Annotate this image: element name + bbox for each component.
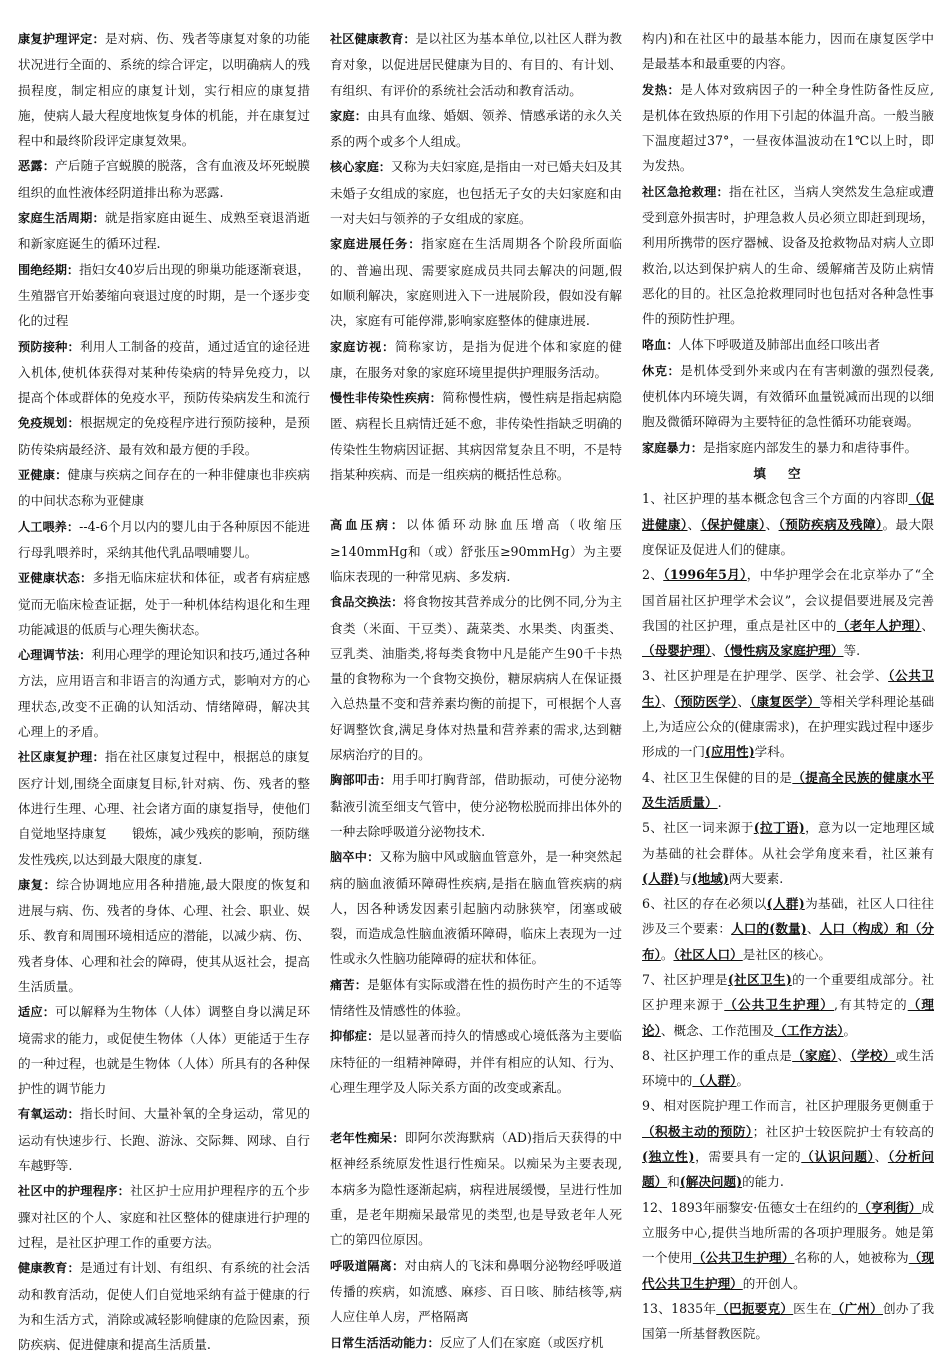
answer-blank: （提高全民族的健康水平及生活质量） — [642, 769, 935, 810]
definition-entry — [18, 1178, 310, 1255]
answer-blank: （老年人护理） — [836, 617, 922, 633]
definition-entry — [642, 26, 934, 77]
answer-blank: （公共卫生护理） — [692, 1250, 795, 1266]
answer-blank: (应用性) — [704, 744, 755, 760]
definition-term: 亚健康状态： — [18, 571, 93, 586]
spacer — [330, 1100, 622, 1125]
question-text: 成立服务中心,提供当地所需的各项护理服务。她是第一个使用 — [642, 1199, 934, 1266]
question-text: 、 — [711, 643, 724, 659]
question-text: ,有其特定的 — [834, 997, 908, 1013]
definition-text: 是对病、伤、残者等康复对象的功能状况进行全面的、系统的综合评定，以明确病人的残损程度，制定相应的康复计划，实行相应的康复措施，使病人最大程度地恢复身体的机能，并在康复过程中和最终阶段评定康复效果。 — [18, 31, 311, 149]
answer-blank: （预防疾病及残障） — [778, 516, 883, 532]
question-text: 。 — [843, 1022, 857, 1038]
question-text: ，需要具有一定的 — [694, 1149, 802, 1165]
answer-blank: （巴扼要克） — [716, 1300, 794, 1316]
definition-term: 康复护理评定： — [18, 32, 105, 46]
fill-in-question — [642, 891, 934, 967]
definitions-continued — [642, 26, 934, 461]
answer-blank: （广州） — [831, 1300, 883, 1316]
question-text: 3、社区护理是在护理学、医学、社会学、 — [642, 668, 889, 684]
answer-blank: （慢性病及家庭护理） — [723, 643, 844, 659]
definition-term: 康复： — [18, 877, 57, 892]
question-text: 。 — [736, 1073, 750, 1089]
answer-blank: （1996年5月） — [663, 567, 747, 583]
definition-entry — [642, 435, 934, 461]
question-text: . — [717, 794, 722, 810]
definition-text: 是以显著而持久的情感或心境低落为主要临床特征的一组精神障碍，并伴有相应的认知、行为、心理生理学及人际关系方面的改变或紊乱。 — [330, 1028, 623, 1095]
definition-entry — [330, 1253, 622, 1330]
definition-entry — [642, 332, 934, 358]
question-text: 的一个重要组成部分。社区护理来源于 — [642, 971, 935, 1013]
definition-entry — [642, 77, 934, 179]
definition-term: 痛苦： — [330, 977, 368, 992]
answer-blank: (拉丁语) — [753, 820, 805, 836]
question-text: 5、社区一词来源于 — [642, 820, 754, 836]
definition-text: 以体循环动脉血压增高（收缩压≥140mmHg和（或）舒张压≥90mmHg）为主要临床表现的一种常见病、多发病. — [330, 517, 623, 584]
answer-blank: (地域) — [691, 870, 729, 886]
question-text: 1、社区护理的基本概念包含三个方面的内容即 — [642, 491, 909, 507]
definition-term: 家庭访视： — [330, 339, 395, 354]
column-left — [18, 26, 311, 1353]
answer-blank: (解决问题) — [679, 1174, 743, 1190]
definition-entry — [330, 385, 622, 487]
definition-term: 预防接种： — [18, 339, 80, 354]
fill-in-question — [642, 1195, 934, 1296]
answer-blank: （预防医学） — [673, 693, 738, 709]
definition-text: 多指无临床症状和体征，或者有病症感觉而无临床检查证据，处于一种机体结构退化和生理功能减退的低质与心理失衡状态。 — [18, 570, 311, 637]
question-text: 。最大限度保证及促进人们的健康。 — [642, 516, 935, 557]
answer-blank: 人口的(数量) — [731, 921, 807, 937]
question-text: 创办了我国第一所基督教医院。 — [642, 1300, 935, 1342]
definition-term: 心理调节法： — [18, 648, 92, 663]
definition-text: 指妇女40岁后出现的卵巢功能逐渐衰退，生殖器官开始萎缩向衰退过度的时期，是一个逐步变化的过程 — [18, 261, 310, 329]
definition-term: 食品交换法： — [330, 595, 404, 610]
definition-entry — [330, 1330, 622, 1356]
fill-in-heading: 填空 — [753, 466, 823, 482]
question-text: 9、相对医院护理工作而言，社区护理服务更侧重于 — [642, 1098, 934, 1114]
question-text: 、 — [661, 693, 674, 709]
definition-entry — [330, 844, 622, 971]
question-text: 名称的人，她被称为 — [794, 1250, 909, 1266]
definition-term: 家庭生活周期： — [18, 211, 105, 226]
definition-text: 是躯体有实际或潜在性的损伤时产生的不适等情绪性及情感性的体验。 — [330, 976, 623, 1018]
column-right — [642, 26, 934, 1344]
answer-blank: （促进健康） — [642, 491, 935, 532]
answer-blank: 人口（构成）和（分布） — [642, 921, 935, 962]
definition-text: 简称慢性病，慢性病是指起病隐匿、病程长且病情迁延不愈，非传染性指缺乏明确的传染性生物病因证据、其病因常复杂且不明，不是特指某种疾病、而是一组疾病的概括性总称。 — [330, 390, 623, 483]
definition-entry — [18, 1255, 310, 1357]
definition-text: 又称为脑中风或脑血管意外，是一种突然起病的脑血液循环障碍性疾病,是指在脑血管疾病的病人，因各种诱发因素引起脑内动脉狭窄，闭塞或破裂，而造成急性脑血液循环障碍，临床上表现为一过性或永久性脑功能障碍的症状和体征。 — [330, 849, 623, 967]
definition-entry — [18, 257, 310, 334]
definition-entry — [18, 26, 310, 153]
definition-text: 是人体对致病因子的一种全身性防备性反应,是机体在致热原的作用下引起的体温升高。一般当腋下温度超过37°，一昼夜体温波动在1℃以上时，即为发热。 — [642, 81, 934, 174]
question-text: 、 — [837, 1047, 851, 1063]
definition-term: 脑卒中： — [330, 850, 380, 865]
definition-text: 利用心理学的理论知识和技巧,通过各种方法，应用语言和非语言的沟通方式，影响对方的心理状态,改变不正确的认知活动、情绪障碍，解决其心理上的矛盾。 — [18, 647, 310, 740]
definition-text: 又称为夫妇家庭,是指由一对已婚夫妇及其未婚子女组成的家庭，也包括无子女的夫妇家庭和由一对夫妇与领养的子女组成的家庭。 — [330, 159, 622, 227]
definition-entry — [330, 589, 622, 767]
question-text: 是社区的核心。 — [742, 946, 831, 962]
answer-blank: （康复医学） — [750, 693, 820, 709]
definition-text: 即阿尔茨海默病（AD)指后天获得的中枢神经系统原发性退行性痴呆。以痴呆为主要表现,本病多为隐性逐渐起病，病程进展缓慢，呈进行性加重，是老年期痴呆最常见的类型,也是导致老年人死亡的第四位原因。 — [330, 1130, 623, 1248]
question-text: 与 — [679, 870, 692, 886]
definition-text: 由具有血缘、婚姻、领养、情感承诺的永久关系的两个或多个人组成。 — [330, 107, 623, 150]
definition-term: 家庭暴力： — [642, 440, 703, 455]
definition-text: 将食物按其营养成分的比例不同,分为主食类（米面、干豆类）、蔬菜类、水果类、肉蛋类、豆乳类、油脂类,将每类食物中凡是能产生90千卡热量的食物称为一个食物交换份，糖尿病病人在保证摄入总热量不变和营养素均衡的前提下，可根据个人喜好调整饮食,满足身体对热量和营养素的需求,达到糖尿病治疗的目的。 — [330, 594, 622, 763]
definition-text: 用手叩打胸背部，借助振动，可使分泌物黏液引流至细支气管中，使分泌物松脱而排出体外的一种去除呼吸道分泌物技术. — [330, 772, 623, 839]
question-text: 和 — [667, 1174, 680, 1190]
definition-term: 咯血： — [642, 337, 679, 352]
definition-text: 人体下呼吸道及肺部出血经口咳出者 — [678, 336, 881, 352]
question-text: 或生活环境中的 — [642, 1047, 935, 1089]
question-text: 、 — [921, 617, 935, 633]
question-text: 4、社区卫生保健的目的是 — [642, 769, 793, 785]
definition-text: 简称家访，是指为促进个体和家庭的健康，在服务对象的家庭环境里提供护理服务活动。 — [330, 338, 623, 380]
fill-in-question — [642, 765, 934, 816]
definition-entry — [330, 1125, 622, 1252]
question-text: 2、 — [642, 567, 664, 583]
fill-in-question — [642, 1093, 934, 1194]
answer-blank: (独立性) — [642, 1149, 695, 1165]
fill-in-list — [642, 486, 934, 1346]
answer-blank: （学校） — [850, 1047, 896, 1063]
answer-blank: （家庭） — [792, 1047, 838, 1063]
question-text: 学科。 — [754, 744, 793, 760]
definition-entry — [330, 767, 622, 844]
question-text: 等相关学科理论基础上,为适应公众的(健康需求)，在护理实践过程中逐步形成的一门 — [642, 693, 935, 760]
definition-term: 社区健康教育： — [330, 32, 416, 46]
definition-term: 围绝经期： — [18, 262, 80, 277]
fill-in-question — [642, 967, 934, 1043]
definition-entry — [330, 154, 622, 231]
definition-text: 利用人工制备的疫苗，通过适宜的途径进入机体,使机体获得对某种传染病的特异免疫力，以提高个体或群体的免疫水平，预防传染病发生和流行 — [18, 338, 311, 406]
answer-blank: （公共卫生护理） — [724, 997, 834, 1013]
question-text: 的能力. — [742, 1174, 784, 1190]
definition-entry — [330, 972, 622, 1024]
definition-entry — [18, 565, 310, 642]
question-text: ，中华护理学会在北京举办了“全国首届社区护理学术会议”，会议提倡要进展及完善我国的社区护理，重点是社区中的 — [642, 567, 934, 633]
definition-term: 呼吸道隔离： — [330, 1258, 405, 1273]
definition-entry — [18, 334, 310, 462]
definition-entry — [330, 512, 622, 589]
definition-term: 免疫规划： — [18, 416, 80, 431]
answer-blank: （公共卫生） — [642, 668, 935, 709]
definition-term: 发热： — [642, 82, 681, 97]
question-text: 为基础，社区人口往往涉及三个要素： — [642, 896, 935, 937]
definition-text: 综合协调地应用各种措施,最大限度的恢复和进展与病、伤、残者的身体、心理、社会、职业、娱乐、教育和周围环境相适应的潜能，以减少病、伤、残者身体、心理和社会的障碍，使其从返社会，提高生活质量。 — [18, 876, 310, 994]
answer-blank: (人群) — [766, 896, 805, 912]
definition-text: 产后随子宫蜕膜的脱落，含有血液及坏死蜕膜组织的血性液体经阴道排出称为恶露. — [18, 158, 311, 200]
question-text: 、 — [737, 693, 751, 709]
question-text: 的开创人。 — [742, 1275, 806, 1291]
definition-term: 抑郁症： — [330, 1029, 380, 1044]
question-text: 7、社区护理是 — [642, 971, 728, 987]
question-text: 、概念、工作范围及 — [660, 1022, 775, 1038]
answer-blank: （亨利街） — [858, 1199, 922, 1215]
fill-in-question — [642, 1043, 934, 1094]
question-text: 两大要素. — [728, 870, 784, 886]
fill-in-question — [642, 815, 934, 891]
definition-term: 恶露： — [18, 159, 56, 174]
definition-text: 是指家庭内部发生的暴力和虐待事件。 — [702, 439, 918, 455]
definition-term: 人工喂养： — [18, 519, 80, 534]
question-text: 8、社区护理工作的重点是 — [642, 1047, 793, 1063]
definition-term: 休克： — [642, 363, 681, 378]
definition-text: 反应了人们在家庭（或医疗机 — [439, 1334, 604, 1350]
column-middle — [330, 26, 623, 1350]
question-text: 医生在 — [793, 1300, 832, 1316]
spacer — [330, 487, 622, 512]
definition-entry — [18, 462, 310, 514]
definition-term: 社区中的护理程序： — [18, 1184, 131, 1199]
definition-text: 健康与疾病之间存在的一种非健康也非疾病的中间状态称为亚健康 — [18, 467, 311, 509]
definition-term: 核心家庭： — [330, 160, 392, 175]
definition-term: 社区康复护理： — [18, 750, 105, 765]
definition-text: 构内)和在社区中的最基本能力，因而在康复医学中是最基本和最重要的内容。 — [642, 31, 934, 72]
question-text: 6、社区的存在必须以 — [642, 896, 767, 912]
definition-text: 是以社区为基本单位,以社区人群为教育对象，以促进居民健康为目的、有目的、有计划、有组织、有评价的系统社会活动和教育活动。 — [330, 31, 622, 98]
definition-entry — [330, 26, 622, 103]
question-text: ，意为以一定地理区域为基础的社会群体。从社会学角度来看，社区兼有 — [642, 820, 935, 861]
definition-term: 家庭： — [330, 108, 368, 123]
definition-term: 健康教育： — [18, 1261, 80, 1276]
definition-term: 有氧运动： — [18, 1107, 80, 1122]
definition-entry — [18, 999, 310, 1101]
definition-text: 指长时间、大量补氧的全身运动，常见的运动有快速步行、长跑、游泳、交际舞、网球、自行车越野等. — [18, 1106, 311, 1174]
question-text: 、 — [806, 921, 820, 937]
answer-blank: (社区卫生) — [727, 971, 792, 987]
definition-entry — [18, 205, 310, 257]
answer-blank: （工作方法） — [774, 1022, 844, 1038]
answer-blank: （人群） — [692, 1073, 737, 1089]
question-text: 、 — [765, 516, 779, 532]
definition-entry — [642, 358, 934, 435]
answer-blank: （分析问题） — [642, 1149, 935, 1190]
definition-text: 是机体受到外来或内在有害刺激的强烈侵袭,使机体内环境失调，有效循环血量锐减而出现的以细胞及微循环障碍为主要特征的急性循环功能衰竭。 — [642, 362, 934, 430]
answer-blank: （母婴护理） — [642, 643, 712, 659]
definition-entry — [330, 1023, 622, 1100]
answer-blank: （认识问题） — [801, 1149, 875, 1165]
definition-text: 是通过有计划、有组织、有系统的社会活动和教育活动，促使人们自觉地采纳有益于健康的行为和生活方式，消除或减轻影响健康的危险因素，预防疾病、促进健康和提高生活质量. — [18, 1260, 311, 1353]
definition-term: 高血压病： — [330, 518, 407, 533]
definition-term: 适应： — [18, 1005, 56, 1020]
definition-text: 社区护士应用护理程序的五个步骤对社区的个人、家庭和社区整体的健康进行护理的过程，是社区护理工作的重要方法。 — [18, 1183, 311, 1250]
answer-blank: （社区人口） — [673, 946, 743, 962]
definition-text: 可以解释为生物体（人体）调整自身以满足环境需求的能力，或促使生物体（人体）更能适于生存的一种过程，也就是生物体（人体）所具有的各种保护性的调节能力 — [18, 1004, 311, 1097]
definition-text: 根据规定的免疫程序进行预防接种，是预防传染病最经济、最有效和最方便的手段。 — [18, 415, 311, 457]
definition-entry — [18, 642, 310, 744]
definition-entry — [642, 179, 934, 332]
definition-entry — [330, 231, 622, 333]
answer-blank: （保护健康） — [700, 516, 766, 532]
definition-entry — [18, 514, 310, 566]
answer-blank: （积极主动的预防） — [642, 1123, 753, 1139]
question-text: 13、1835年 — [642, 1300, 717, 1316]
question-text: 12、1893年丽黎安·伍德女士在纽约的 — [642, 1199, 859, 1215]
definition-entry — [330, 334, 622, 386]
definition-term: 慢性非传染性疾病： — [330, 391, 443, 406]
answer-blank: (人群) — [642, 870, 680, 886]
question-text: ；社区护士较医院护士有较高的 — [752, 1123, 935, 1139]
definition-text: 就是指家庭由诞生、成熟至衰退消逝和新家庭诞生的循环过程. — [18, 210, 311, 252]
fill-in-question — [642, 663, 934, 764]
definition-text: --4-6个月以内的婴儿由于各种原因不能进行母乳喂养时，采纳其他代乳品喂哺婴儿。 — [18, 518, 310, 560]
definition-entry — [330, 103, 622, 155]
question-text: 等. — [843, 643, 861, 659]
definition-term: 亚健康： — [18, 468, 68, 483]
definition-text: 指家庭在生活周期各个阶段所面临的、普遍出现、需要家庭成员共同去解决的问题,假如顺利解决，家庭则进入下一进展阶段，假如没有解决，家庭有可能停滞,影响家庭整体的健康进展. — [330, 236, 623, 329]
definition-entry — [18, 153, 310, 205]
definition-text: 对由病人的飞沫和鼻咽分泌物经呼吸道传播的疾病，如流感、麻疹、百日咳、肺结核等,病人应住单人房，严格隔离 — [330, 1257, 623, 1325]
fill-in-question — [642, 562, 934, 663]
question-text: 、 — [874, 1149, 888, 1165]
definition-text: 指在社区，当病人突然发生急症或遭受到意外损害时，护理急救人员必须立即赶到现场，利用所携带的医疗器械、设备及抢救物品对病人立即救治,以达到保护病人的生命、缓解痛苦及防止病情恶化的目的。社区急抢救理同时也包括对各种急性事件的预防性护理。 — [642, 183, 935, 327]
fill-in-question — [642, 486, 934, 562]
definition-entry — [18, 1101, 310, 1178]
definition-entry — [18, 744, 310, 871]
definition-term: 日常生活活动能力： — [330, 1335, 440, 1350]
answer-blank: （现代公共卫生护理） — [642, 1250, 935, 1291]
definition-term: 社区急抢救理： — [642, 184, 729, 199]
answer-blank: （理论） — [642, 997, 935, 1038]
question-text: 、 — [687, 516, 701, 532]
definition-term: 胸部叩击： — [330, 773, 392, 788]
definition-term: 老年性痴呆： — [330, 1131, 405, 1146]
definition-term: 家庭进展任务： — [330, 237, 422, 252]
definition-text: 指在社区康复过程中，根据总的康复医疗计划,围绕全面康复目标,针对病、伤、残者的整体进行生理、心理、社会诸方面的康复指导，使他们自觉地坚持康复 锻炼，减少残疾的影响，预防继发性残疾,以达到最大限度的康复. — [18, 749, 311, 867]
fill-in-question — [642, 1296, 934, 1347]
question-text: 。 — [660, 946, 674, 962]
definition-entry — [18, 872, 310, 999]
